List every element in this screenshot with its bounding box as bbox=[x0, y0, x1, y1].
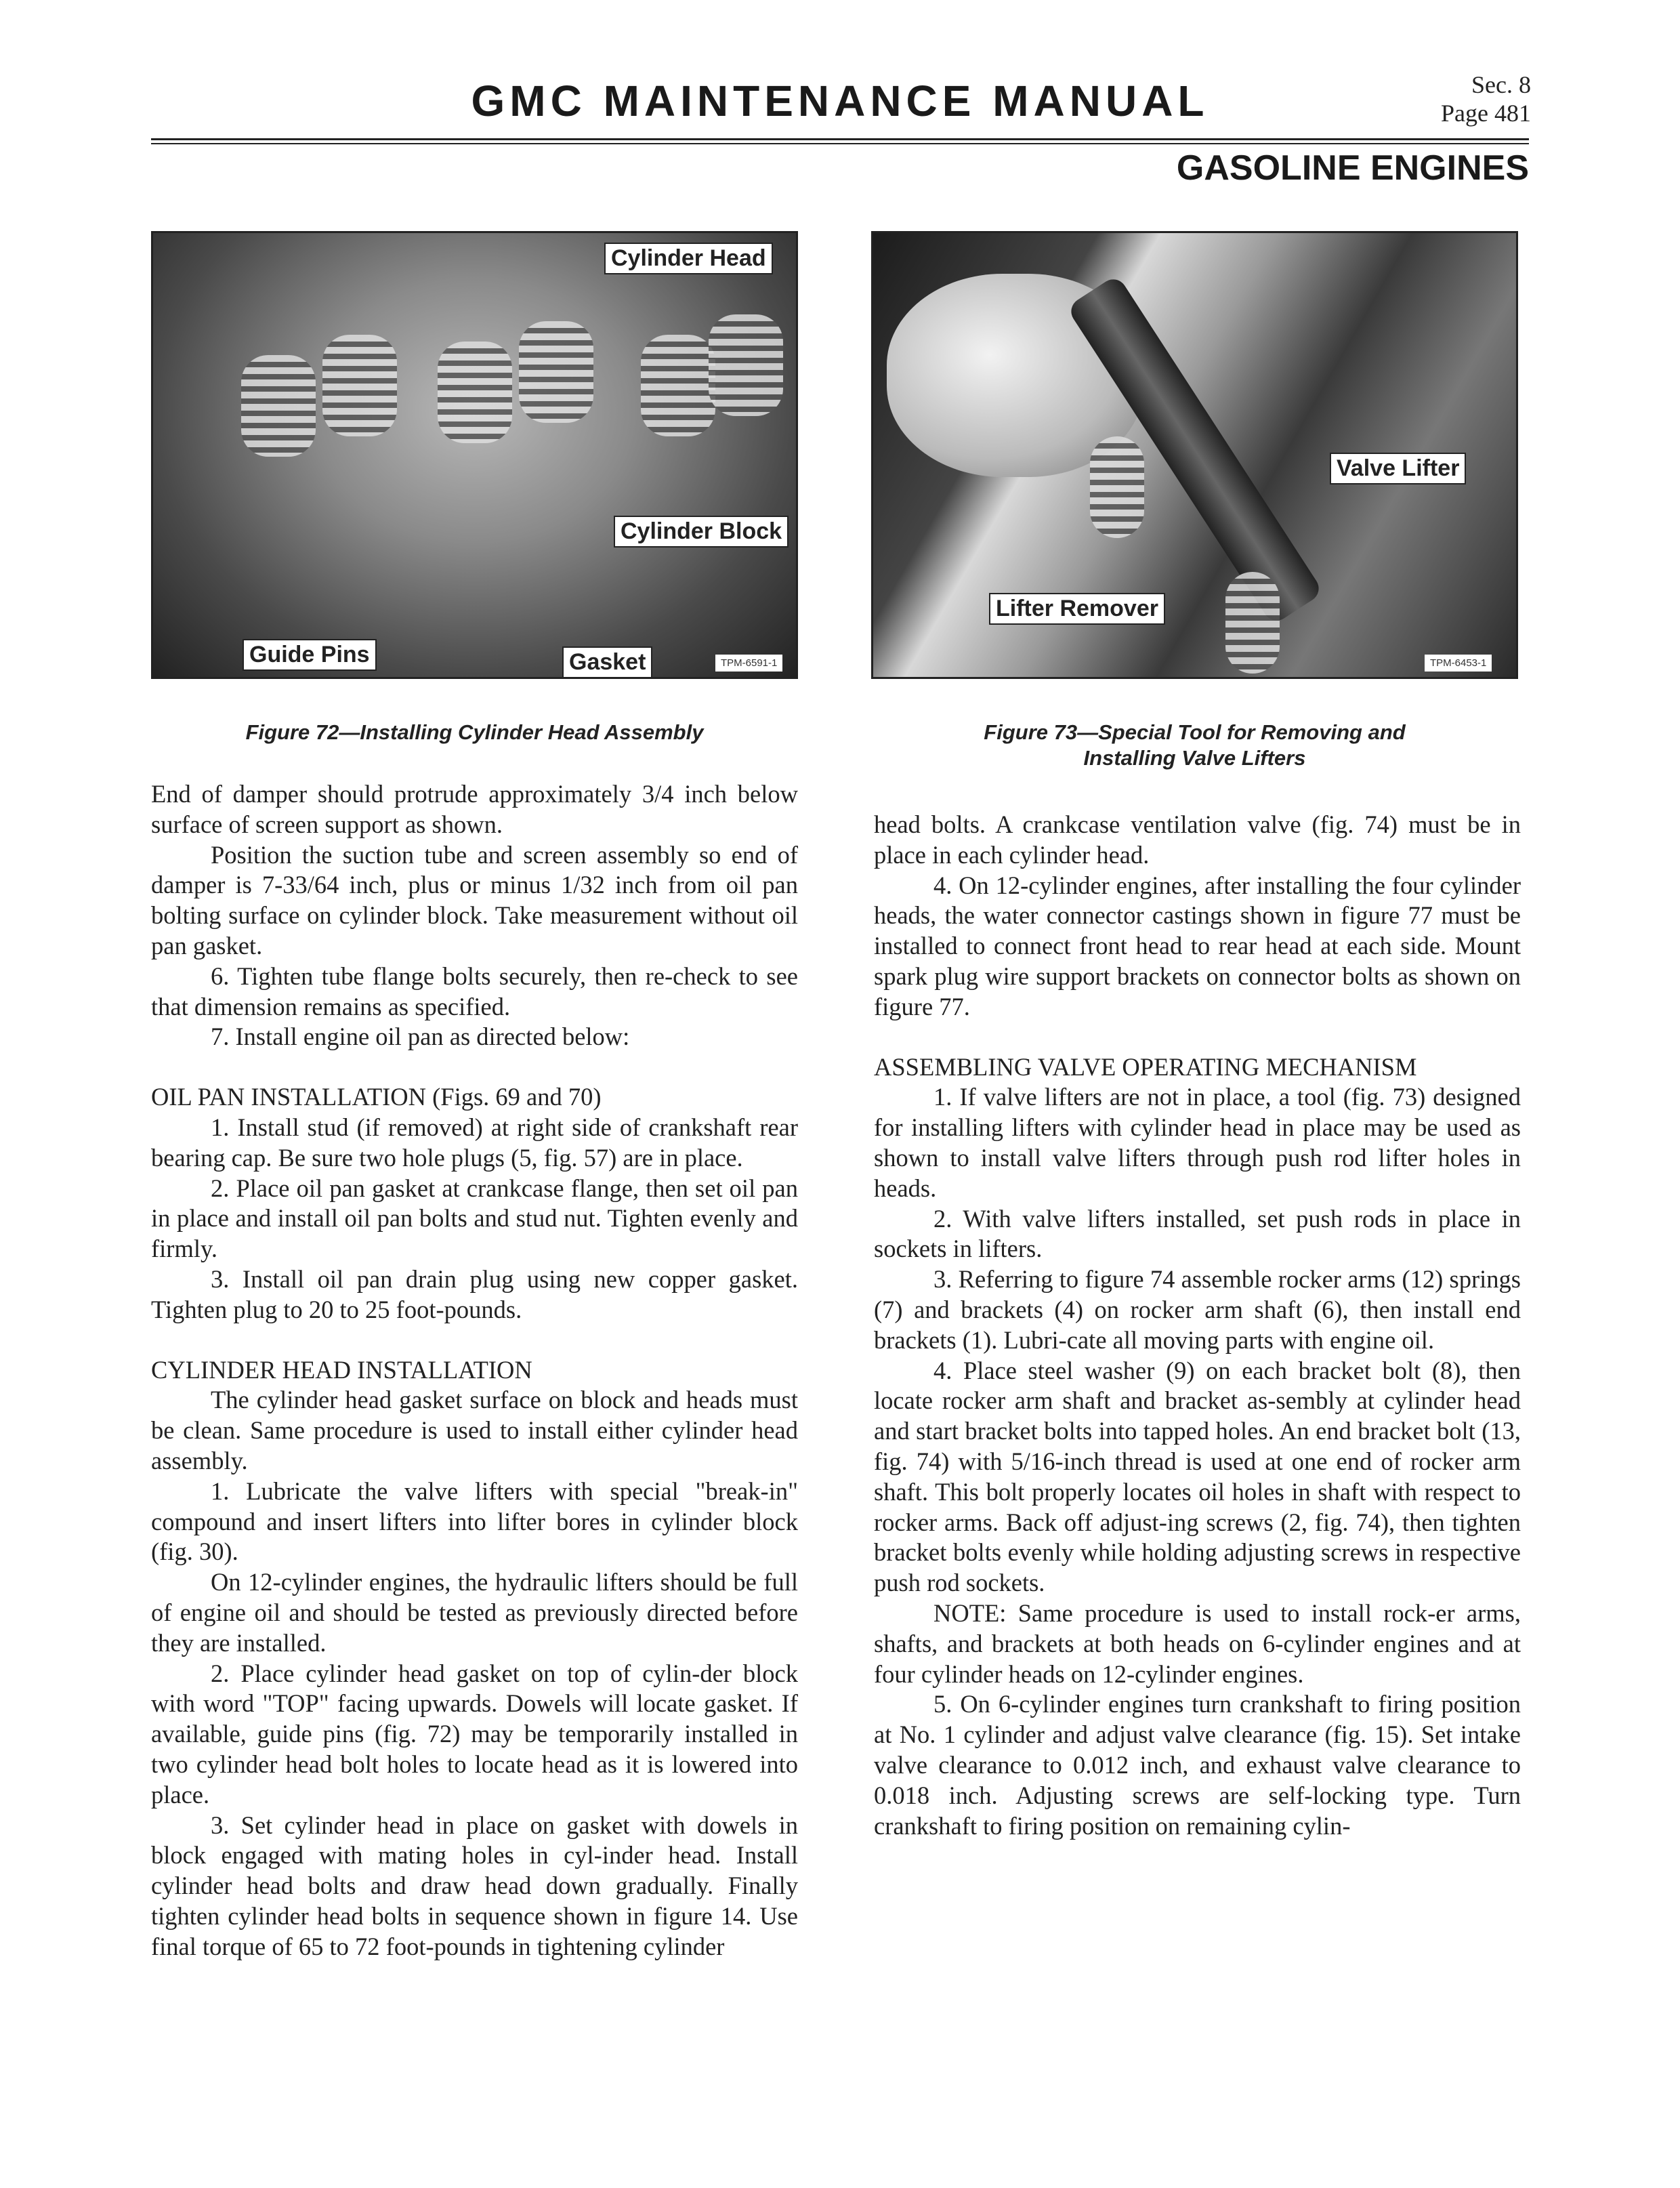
valve-spring-illustration bbox=[322, 335, 397, 436]
paragraph: 6. Tighten tube flange bolts securely, then re-check to see that dimension remains as specified. bbox=[151, 962, 798, 1020]
label-gasket: Gasket bbox=[562, 646, 652, 678]
figure-72-caption: Figure 72—Installing Cylinder Head Assembly bbox=[245, 720, 704, 744]
valve-spring-illustration bbox=[709, 314, 783, 416]
manual-title: GMC MAINTENANCE MANUAL bbox=[471, 77, 1209, 125]
paragraph: 3. Install oil pan drain plug using new copper gasket. Tighten plug to 20 to 25 foot-pounds. bbox=[151, 1264, 798, 1323]
right-column bbox=[874, 810, 1521, 1841]
note-paragraph: NOTE: Same procedure is used to install rock-er arms, shafts, and brackets at both heads on 6-cylinder engines and at four cylinder heads on 12-cylinder engines. bbox=[874, 1598, 1521, 1688]
paragraph: 3. Set cylinder head in place on gasket with dowels in block engaged with mating holes in cyl-inder head. Install cylinder head bolts and draw head down gradually. Finally tighten cylinder head bolts in sequence shown in figure 14. Use final torque of 65 to 72 foot-pounds in tightening cylinder bbox=[151, 1811, 798, 1960]
paragraph: On 12-cylinder engines, the hydraulic lifters should be full of engine oil and should be tested as previously directed before they are installed. bbox=[151, 1568, 798, 1657]
label-guide-pins: Guide Pins bbox=[243, 639, 377, 671]
paragraph: 1. If valve lifters are not in place, a tool (fig. 73) designed for installing lifters with cylinder head in place may be used as shown to install valve lifters through push rod lifter holes in heads. bbox=[874, 1083, 1521, 1202]
section-heading-cylinder-head: CYLINDER HEAD INSTALLATION bbox=[151, 1355, 532, 1384]
valve-spring-illustration bbox=[241, 355, 316, 457]
paragraph: 5. On 6-cylinder engines turn crankshaft to firing position at No. 1 cylinder and adjust valve clearance (fig. 15). Set intake valve clearance to 0.012 inch, and exhaust valve clearance to 0.018 inch. Adjusting screws are self-locking type. Turn crankshaft to firing position on remaining cylin- bbox=[874, 1690, 1521, 1840]
label-valve-lifter: Valve Lifter bbox=[1330, 453, 1466, 484]
figure-tag: TPM-6591-1 bbox=[715, 655, 782, 672]
section-heading-valve-mechanism: ASSEMBLING VALVE OPERATING MECHANISM bbox=[874, 1052, 1417, 1081]
section-heading-oil-pan: OIL PAN INSTALLATION (Figs. 69 and 70) bbox=[151, 1083, 602, 1111]
paragraph: 2. Place oil pan gasket at crankcase flange, then set oil pan in place and install oil pan bolts and stud nut. Tighten evenly and firmly. bbox=[151, 1174, 798, 1263]
valve-spring-illustration bbox=[641, 335, 715, 436]
figure-73-caption bbox=[871, 720, 1518, 771]
paragraph: End of damper should protrude approximately 3/4 inch below surface of screen support as shown. bbox=[151, 780, 798, 838]
header-rule-secondary bbox=[151, 143, 1529, 144]
paragraph: 2. With valve lifters installed, set push rods in place in sockets in lifters. bbox=[874, 1204, 1521, 1263]
page-number: Page 481 bbox=[1441, 100, 1531, 127]
valve-spring-illustration bbox=[519, 321, 593, 423]
section-page-number bbox=[1436, 70, 1531, 127]
valve-spring-illustration bbox=[1090, 436, 1144, 538]
caption-line: Installing Valve Lifters bbox=[1083, 746, 1306, 770]
valve-spring-illustration bbox=[438, 342, 512, 443]
paragraph: The cylinder head gasket surface on block and heads must be clean. Same procedure is used to install either cylinder head assembly. bbox=[151, 1386, 798, 1474]
figure-72-photo bbox=[151, 231, 798, 679]
figure-73-photo bbox=[871, 231, 1518, 679]
section-name: GASOLINE ENGINES bbox=[1176, 148, 1529, 188]
paragraph: 1. Lubricate the valve lifters with special "break-in" compound and insert lifters into lifter bores in cylinder block (fig. 30). bbox=[151, 1477, 798, 1566]
caption-line: Figure 73—Special Tool for Removing and bbox=[984, 720, 1406, 744]
paragraph: 4. Place steel washer (9) on each bracket bolt (8), then locate rocker arm shaft and bracket as-sembly at cylinder head and start bracket bolts into tapped holes. An end bracket bolt (13, fig. 74) with 5/16-inch thread is used at one end of rocker arm shaft. This bolt properly locates oil holes in shaft with respect to rocker arms. Back off adjust-ing screws (2, fig. 74), then tighten bracket bolts evenly while holding adjusting screws in respective push rod sockets. bbox=[874, 1356, 1521, 1597]
figure-tag: TPM-6453-1 bbox=[1425, 655, 1492, 672]
paragraph: 3. Referring to figure 74 assemble rocker arms (12) springs (7) and brackets (4) on rocker arm shaft (6), then install end brackets (1). Lubri-cate all moving parts with engine oil. bbox=[874, 1265, 1521, 1354]
paragraph: 7. Install engine oil pan as directed below: bbox=[211, 1023, 630, 1051]
label-cylinder-head: Cylinder Head bbox=[604, 243, 773, 274]
header-rule bbox=[151, 138, 1529, 140]
paragraph: 1. Install stud (if removed) at right side of crankshaft rear bearing cap. Be sure two hole plugs (5, fig. 57) are in place. bbox=[151, 1113, 798, 1172]
label-lifter-remover: Lifter Remover bbox=[989, 593, 1165, 625]
paragraph: Position the suction tube and screen assembly so end of damper is 7-33/64 inch, plus or minus 1/32 inch from oil pan bolting surface on cylinder block. Take measurement without oil pan gasket. bbox=[151, 840, 798, 959]
paragraph: head bolts. A crankcase ventilation valve (fig. 74) must be in place in each cylinder head. bbox=[874, 810, 1521, 869]
valve-spring-illustration bbox=[1225, 572, 1280, 674]
paragraph: 2. Place cylinder head gasket on top of cylin-der block with word "TOP" facing upwards. Dowels will locate gasket. If available, guide pins (fig. 72) may be temporarily installed in two cylinder head bolt holes to locate head as it is lowered into place. bbox=[151, 1659, 798, 1809]
section-number: Sec. 8 bbox=[1471, 71, 1531, 98]
label-cylinder-block: Cylinder Block bbox=[614, 516, 789, 548]
left-column bbox=[151, 779, 798, 1962]
paragraph: 4. On 12-cylinder engines, after installing the four cylinder heads, the water connector castings shown in figure 77 must be installed to connect front head to rear head at each side. Mount spark plug wire support brackets on connector bolts as shown on figure 77. bbox=[874, 871, 1521, 1020]
